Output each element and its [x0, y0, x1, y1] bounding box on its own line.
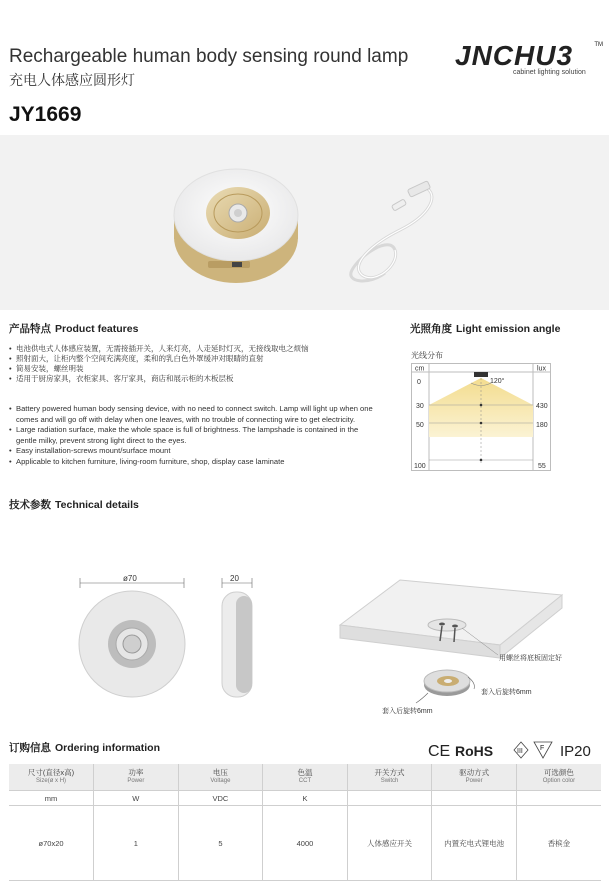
lamp-and-cable-illustration [0, 135, 609, 310]
row-cm: 50 [416, 422, 424, 429]
unit-cell [516, 791, 601, 806]
value-cell: 1 [94, 806, 179, 881]
unit-cm: cm [415, 365, 425, 373]
emission-heading-en: Light emission angle [456, 323, 561, 335]
ordering-table [9, 764, 601, 881]
unit-cell [432, 791, 517, 806]
value-cell: 香槟金 [516, 806, 601, 881]
light-distribution-diagram [411, 363, 551, 471]
column-header: 电压 Voltage [178, 764, 263, 791]
logo-wordmark: JNCHU3 [455, 40, 574, 71]
value-cell: 内置充电式锂电池 [432, 806, 517, 881]
f-mark: F [540, 745, 545, 752]
model-number: JY1669 [9, 103, 82, 126]
product-title-en: Rechargeable human body sensing round lamp [9, 46, 409, 67]
ordering-heading [9, 740, 160, 755]
value-cell: 5 [178, 806, 263, 881]
emission-heading [410, 321, 560, 336]
install-note-rotate: 套入后旋转6mm [382, 708, 433, 715]
column-header: 功率 Power [94, 764, 179, 791]
feature-item-cn: • 电池供电式人体感应装置，无需接插开关，人来灯亮，人走延时灯灭，无接线取电之烦恼 [9, 344, 404, 354]
unit-cell: W [94, 791, 179, 806]
technical-heading-en: Technical details [55, 499, 139, 511]
logo-trademark: TM [594, 42, 603, 48]
value-cell: ø70x20 [9, 806, 94, 881]
feature-item-en: • Applicable to kitchen furniture, living-room furniture, shop, display case laminate [9, 457, 377, 468]
rohs-mark: RoHS [455, 743, 494, 759]
feature-item-cn: • 照射面大，让柜内整个空间充满亮度，柔和的乳白色外罩缓冲对眼睛的直射 [9, 354, 404, 364]
distribution-label: 光线分布 [411, 351, 443, 360]
features-list-cn [9, 344, 404, 384]
features-heading [9, 321, 138, 336]
unit-cell: mm [9, 791, 94, 806]
row-cm: 30 [416, 403, 424, 410]
beam-angle: 120° [490, 378, 505, 385]
front-view-drawing [76, 572, 188, 702]
feature-item-en: • Easy installation-screws mount/surface mount [9, 446, 377, 457]
brand-logo [455, 40, 603, 80]
product-title-cn: 充电人体感应圆形灯 [9, 72, 135, 88]
table-header-row [9, 764, 601, 791]
unit-lux: lux [537, 365, 546, 373]
feature-item-en: • Large radiation surface, make the whole space is full of brightness. The lampshade is contained in the gentle milky, prevent strong light direct to the eyes. [9, 425, 377, 446]
row-lux: 55 [538, 463, 546, 470]
column-header: 驱动方式 Power [432, 764, 517, 791]
feature-item-cn: • 简易安装，螺丝明装 [9, 364, 404, 374]
column-header: 可选颜色 Option color [516, 764, 601, 791]
row-lux: 180 [536, 422, 548, 429]
table-units-row [9, 791, 601, 806]
unit-cell: VDC [178, 791, 263, 806]
side-view-drawing [216, 572, 258, 702]
value-cell: 人体感应开关 [347, 806, 432, 881]
technical-heading [9, 497, 139, 512]
row-cm: 100 [414, 463, 426, 470]
feature-item-cn: • 适用于厨房家具，衣柜家具、客厅家具，商店和展示柜的木板层板 [9, 374, 404, 384]
installation-drawing [330, 575, 592, 720]
unit-cell: K [263, 791, 348, 806]
value-cell: 4000 [263, 806, 348, 881]
table-row [9, 806, 601, 881]
product-photo [0, 135, 609, 310]
column-header: 尺寸(直径x高) Size(ø x H) [9, 764, 94, 791]
row-lux: 430 [536, 403, 548, 410]
certification-marks [428, 738, 600, 762]
ordering-heading-cn: 订购信息 [9, 742, 51, 754]
unit-cell [347, 791, 432, 806]
emission-heading-cn: 光照角度 [410, 323, 452, 335]
technical-heading-cn: 技术参数 [9, 499, 51, 511]
logo-tagline: cabinet lighting solution [513, 69, 586, 76]
lamp-marker [474, 372, 488, 377]
ce-mark: CE [428, 743, 451, 760]
ordering-heading-en: Ordering information [55, 742, 160, 754]
features-heading-en: Product features [55, 323, 139, 335]
class-iii-mark: III [517, 748, 523, 755]
row-cm: 0 [417, 379, 421, 386]
features-heading-cn: 产品特点 [9, 323, 51, 335]
height-dimension: 20 [230, 574, 239, 583]
install-note-rotate: 套入后旋转6mm [481, 689, 532, 696]
features-list-en [9, 404, 377, 467]
feature-item-en: • Battery powered human body sensing device, with no need to connect switch. Lamp will light up when one comes and will go off with delay when one leaves, with no trouble of connecting wire to get electricity. [9, 404, 377, 425]
diameter-dimension: ø70 [123, 574, 137, 583]
column-header: 开关方式 Switch [347, 764, 432, 791]
ip-rating: IP20 [560, 743, 591, 760]
column-header: 色温 CCT [263, 764, 348, 791]
install-note-screw: 用螺丝将底板固定好 [499, 655, 562, 662]
